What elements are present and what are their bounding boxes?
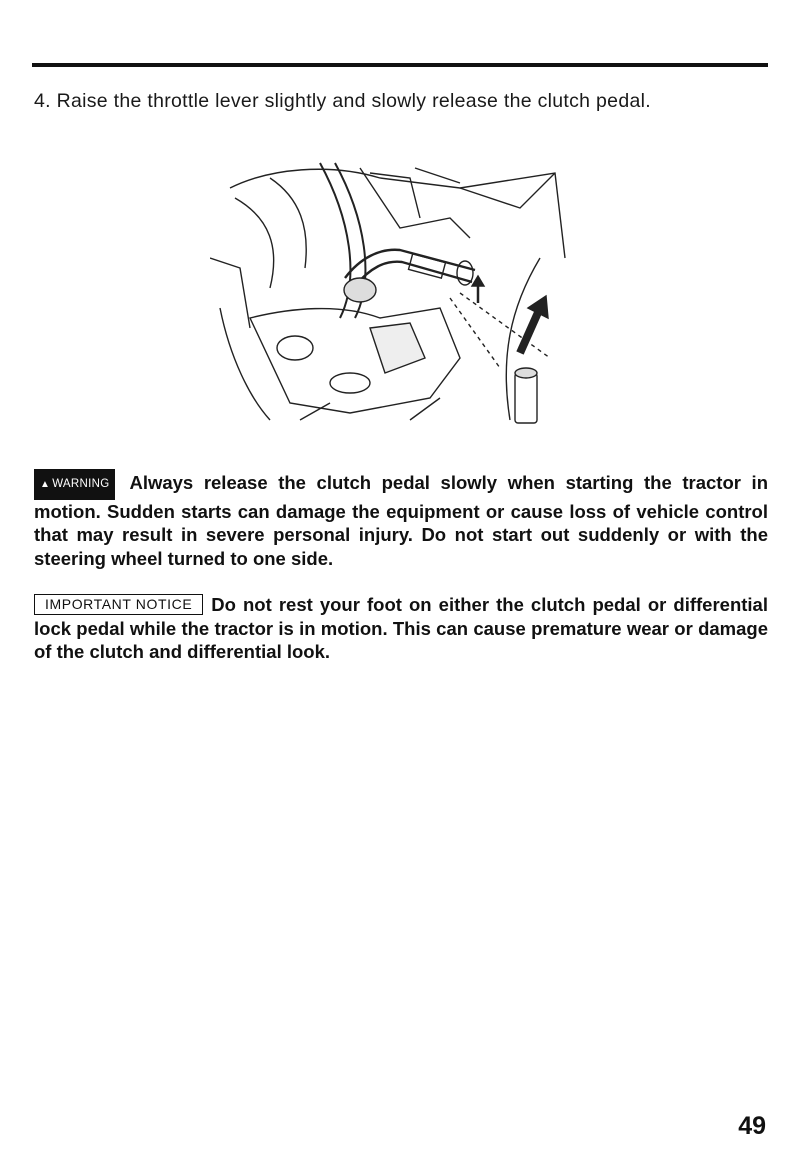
step-instruction: 4. Raise the throttle lever slightly and slowly release the clutch pedal.	[34, 90, 651, 112]
top-rule	[32, 63, 768, 67]
important-notice-label: IMPORTANT NOTICE	[34, 594, 203, 615]
warning-triangle-icon: ▲	[40, 479, 51, 490]
warning-paragraph	[34, 469, 768, 570]
page-number: 49	[738, 1112, 766, 1140]
warning-badge-label: WARNING	[52, 478, 110, 490]
warning-badge	[34, 469, 115, 500]
up-arrow-icon	[520, 296, 548, 353]
dashboard-outline	[230, 169, 565, 258]
throttle-lever-illustration	[210, 158, 580, 426]
warning-text: Always release the clutch pedal slowly when starting the tractor in motion. Sudden starts can damage the equipment or cause loss of vehicle control that may result in severe personal injury. Do not start out suddenly or with the steering wheel turned to one side.	[34, 472, 768, 569]
notice-text: Do not rest your foot on either the clutch pedal or differential lock pedal while the tractor is in motion. This can cause premature wear or damage of the clutch and differential look.	[34, 594, 768, 662]
notice-paragraph	[34, 593, 768, 664]
